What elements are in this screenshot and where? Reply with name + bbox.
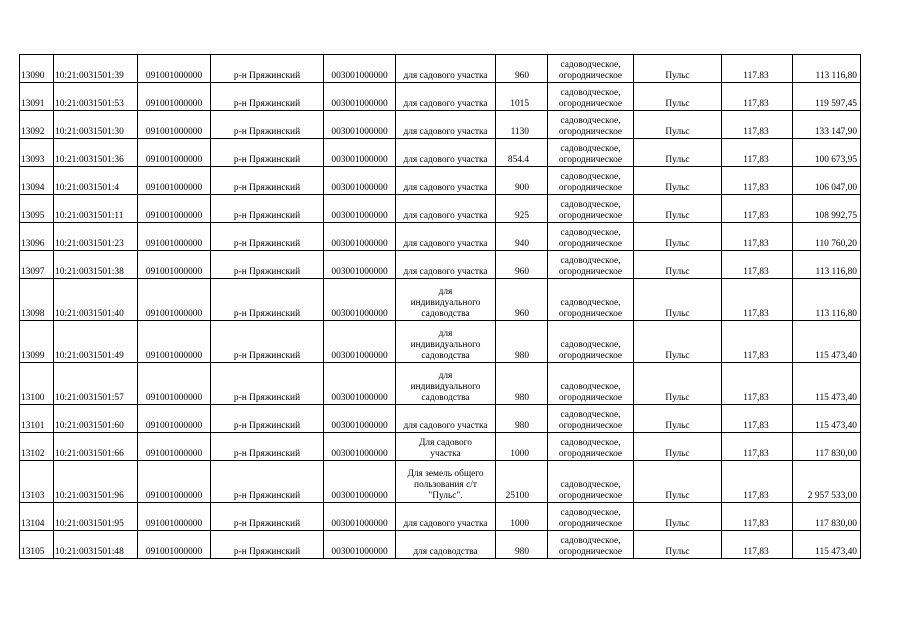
oktmo-code: 003001000000 bbox=[324, 321, 396, 363]
cadastral-value: 115 473,40 bbox=[793, 531, 861, 559]
cadastral-value: 115 473,40 bbox=[793, 405, 861, 433]
specific-value: 117,83 bbox=[722, 461, 793, 503]
oktmo-code: 003001000000 bbox=[324, 139, 396, 167]
okato-code: 091001000000 bbox=[138, 503, 211, 531]
table-row bbox=[20, 55, 861, 83]
table-row bbox=[20, 223, 861, 251]
plot-area: 980 bbox=[496, 531, 548, 559]
specific-value: 117,83 bbox=[722, 251, 793, 279]
oktmo-code: 003001000000 bbox=[324, 111, 396, 139]
row-number: 13092 bbox=[20, 111, 54, 139]
okato-code: 091001000000 bbox=[138, 433, 211, 461]
row-number: 13094 bbox=[20, 167, 54, 195]
land-registry-table bbox=[19, 54, 861, 559]
cadastral-number: 10:21:0031501:36 bbox=[54, 139, 138, 167]
okato-code: 091001000000 bbox=[138, 531, 211, 559]
land-category: садоводческое, огородническое bbox=[548, 195, 634, 223]
land-category: садоводческое, огородническое bbox=[548, 363, 634, 405]
partnership-name: Пульс bbox=[634, 363, 722, 405]
land-category: садоводческое, огородническое bbox=[548, 111, 634, 139]
table-row bbox=[20, 83, 861, 111]
district-name: р-н Пряжинский bbox=[211, 139, 324, 167]
district-name: р-н Пряжинский bbox=[211, 363, 324, 405]
table-row bbox=[20, 363, 861, 405]
okato-code: 091001000000 bbox=[138, 461, 211, 503]
land-category: садоводческое, огородническое bbox=[548, 55, 634, 83]
table-row bbox=[20, 531, 861, 559]
permitted-use: для садового участка bbox=[396, 55, 496, 83]
table-row bbox=[20, 195, 861, 223]
oktmo-code: 003001000000 bbox=[324, 363, 396, 405]
oktmo-code: 003001000000 bbox=[324, 83, 396, 111]
specific-value: 117.83 bbox=[722, 55, 793, 83]
row-number: 13097 bbox=[20, 251, 54, 279]
row-number: 13104 bbox=[20, 503, 54, 531]
row-number: 13090 bbox=[20, 55, 54, 83]
cadastral-value: 117 830,00 bbox=[793, 503, 861, 531]
cadastral-number: 10:21:0031501:48 bbox=[54, 531, 138, 559]
land-category: садоводческое, огородническое bbox=[548, 223, 634, 251]
oktmo-code: 003001000000 bbox=[324, 433, 396, 461]
permitted-use: для индивидуального садоводства bbox=[396, 321, 496, 363]
cadastral-value: 113 116,80 bbox=[793, 279, 861, 321]
partnership-name: Пульс bbox=[634, 223, 722, 251]
row-number: 13103 bbox=[20, 461, 54, 503]
permitted-use: для индивидуального садоводства bbox=[396, 363, 496, 405]
cadastral-number: 10:21:0031501:39 bbox=[54, 55, 138, 83]
permitted-use: для индивидуального садоводства bbox=[396, 279, 496, 321]
cadastral-number: 10:21:0031501:53 bbox=[54, 83, 138, 111]
district-name: р-н Пряжинский bbox=[211, 111, 324, 139]
okato-code: 091001000000 bbox=[138, 279, 211, 321]
cadastral-value: 2 957 533,00 bbox=[793, 461, 861, 503]
cadastral-number: 10:21:0031501:38 bbox=[54, 251, 138, 279]
specific-value: 117,83 bbox=[722, 405, 793, 433]
specific-value: 117,83 bbox=[722, 167, 793, 195]
specific-value: 117,83 bbox=[722, 279, 793, 321]
specific-value: 117,83 bbox=[722, 223, 793, 251]
cadastral-number: 10:21:0031501:95 bbox=[54, 503, 138, 531]
row-number: 13098 bbox=[20, 279, 54, 321]
land-category: садоводческое, огородническое bbox=[548, 279, 634, 321]
plot-area: 980 bbox=[496, 405, 548, 433]
plot-area: 1130 bbox=[496, 111, 548, 139]
land-category: садоводческое, огородническое bbox=[548, 83, 634, 111]
cadastral-value: 113 116,80 bbox=[793, 251, 861, 279]
permitted-use: Для садового участка bbox=[396, 433, 496, 461]
specific-value: 117,83 bbox=[722, 111, 793, 139]
oktmo-code: 003001000000 bbox=[324, 55, 396, 83]
row-number: 13093 bbox=[20, 139, 54, 167]
table-row bbox=[20, 167, 861, 195]
specific-value: 117,83 bbox=[722, 83, 793, 111]
land-category: садоводческое, огородническое bbox=[548, 167, 634, 195]
oktmo-code: 003001000000 bbox=[324, 223, 396, 251]
district-name: р-н Пряжинский bbox=[211, 531, 324, 559]
table-row bbox=[20, 433, 861, 461]
cadastral-value: 133 147,90 bbox=[793, 111, 861, 139]
cadastral-number: 10:21:0031501:11 bbox=[54, 195, 138, 223]
plot-area: 854.4 bbox=[496, 139, 548, 167]
land-category: садоводческое, огородническое bbox=[548, 531, 634, 559]
land-category: садоводческое, огородническое bbox=[548, 503, 634, 531]
land-category: садоводческое, огородническое bbox=[548, 139, 634, 167]
oktmo-code: 003001000000 bbox=[324, 195, 396, 223]
okato-code: 091001000000 bbox=[138, 321, 211, 363]
cadastral-number: 10:21:0031501:30 bbox=[54, 111, 138, 139]
permitted-use: для садового участка bbox=[396, 167, 496, 195]
okato-code: 091001000000 bbox=[138, 195, 211, 223]
table-row bbox=[20, 503, 861, 531]
partnership-name: Пульс bbox=[634, 531, 722, 559]
cadastral-value: 115 473,40 bbox=[793, 363, 861, 405]
cadastral-number: 10:21:0031501:23 bbox=[54, 223, 138, 251]
row-number: 13101 bbox=[20, 405, 54, 433]
okato-code: 091001000000 bbox=[138, 139, 211, 167]
permitted-use: Для земель общего пользования с/т "Пульс". bbox=[396, 461, 496, 503]
plot-area: 1015 bbox=[496, 83, 548, 111]
district-name: р-н Пряжинский bbox=[211, 83, 324, 111]
table-row bbox=[20, 279, 861, 321]
permitted-use: для садового участка bbox=[396, 223, 496, 251]
cadastral-number: 10:21:0031501:4 bbox=[54, 167, 138, 195]
cadastral-value: 117 830,00 bbox=[793, 433, 861, 461]
permitted-use: для садового участка bbox=[396, 405, 496, 433]
specific-value: 117,83 bbox=[722, 433, 793, 461]
table-row bbox=[20, 461, 861, 503]
specific-value: 117,83 bbox=[722, 139, 793, 167]
partnership-name: Пульс bbox=[634, 503, 722, 531]
land-category: садоводческое, огородническое bbox=[548, 321, 634, 363]
cadastral-value: 100 673,95 bbox=[793, 139, 861, 167]
row-number: 13105 bbox=[20, 531, 54, 559]
plot-area: 980 bbox=[496, 363, 548, 405]
row-number: 13099 bbox=[20, 321, 54, 363]
district-name: р-н Пряжинский bbox=[211, 461, 324, 503]
partnership-name: Пульс bbox=[634, 111, 722, 139]
cadastral-value: 108 992,75 bbox=[793, 195, 861, 223]
cadastral-number: 10:21:0031501:57 bbox=[54, 363, 138, 405]
table-row bbox=[20, 405, 861, 433]
cadastral-value: 110 760,20 bbox=[793, 223, 861, 251]
oktmo-code: 003001000000 bbox=[324, 461, 396, 503]
plot-area: 960 bbox=[496, 55, 548, 83]
land-category: садоводческое, огородническое bbox=[548, 405, 634, 433]
plot-area: 900 bbox=[496, 167, 548, 195]
partnership-name: Пульс bbox=[634, 251, 722, 279]
specific-value: 117,83 bbox=[722, 531, 793, 559]
cadastral-number: 10:21:0031501:60 bbox=[54, 405, 138, 433]
district-name: р-н Пряжинский bbox=[211, 503, 324, 531]
table-row bbox=[20, 251, 861, 279]
specific-value: 117,83 bbox=[722, 503, 793, 531]
cadastral-value: 113 116,80 bbox=[793, 55, 861, 83]
land-category: садоводческое, огородническое bbox=[548, 461, 634, 503]
cadastral-number: 10:21:0031501:40 bbox=[54, 279, 138, 321]
partnership-name: Пульс bbox=[634, 195, 722, 223]
land-category: садоводческое, огородническое bbox=[548, 251, 634, 279]
permitted-use: для садового участка bbox=[396, 139, 496, 167]
oktmo-code: 003001000000 bbox=[324, 279, 396, 321]
row-number: 13100 bbox=[20, 363, 54, 405]
partnership-name: Пульс bbox=[634, 433, 722, 461]
specific-value: 117,83 bbox=[722, 321, 793, 363]
row-number: 13102 bbox=[20, 433, 54, 461]
plot-area: 980 bbox=[496, 321, 548, 363]
district-name: р-н Пряжинский bbox=[211, 251, 324, 279]
plot-area: 960 bbox=[496, 251, 548, 279]
okato-code: 091001000000 bbox=[138, 167, 211, 195]
okato-code: 091001000000 bbox=[138, 405, 211, 433]
okato-code: 091001000000 bbox=[138, 363, 211, 405]
partnership-name: Пульс bbox=[634, 83, 722, 111]
partnership-name: Пульс bbox=[634, 279, 722, 321]
district-name: р-н Пряжинский bbox=[211, 433, 324, 461]
district-name: р-н Пряжинский bbox=[211, 279, 324, 321]
permitted-use: для садового участка bbox=[396, 503, 496, 531]
cadastral-number: 10:21:0031501:96 bbox=[54, 461, 138, 503]
oktmo-code: 003001000000 bbox=[324, 251, 396, 279]
plot-area: 1000 bbox=[496, 433, 548, 461]
cadastral-value: 106 047,00 bbox=[793, 167, 861, 195]
partnership-name: Пульс bbox=[634, 167, 722, 195]
district-name: р-н Пряжинский bbox=[211, 55, 324, 83]
okato-code: 091001000000 bbox=[138, 83, 211, 111]
permitted-use: для садового участка bbox=[396, 195, 496, 223]
permitted-use: для садового участка bbox=[396, 251, 496, 279]
table-row bbox=[20, 139, 861, 167]
cadastral-value: 115 473,40 bbox=[793, 321, 861, 363]
district-name: р-н Пряжинский bbox=[211, 321, 324, 363]
row-number: 13091 bbox=[20, 83, 54, 111]
plot-area: 1000 bbox=[496, 503, 548, 531]
oktmo-code: 003001000000 bbox=[324, 503, 396, 531]
permitted-use: для садового участка bbox=[396, 83, 496, 111]
permitted-use: для садового участка bbox=[396, 111, 496, 139]
row-number: 13096 bbox=[20, 223, 54, 251]
plot-area: 940 bbox=[496, 223, 548, 251]
okato-code: 091001000000 bbox=[138, 111, 211, 139]
partnership-name: Пульс bbox=[634, 461, 722, 503]
partnership-name: Пульс bbox=[634, 55, 722, 83]
plot-area: 925 bbox=[496, 195, 548, 223]
oktmo-code: 003001000000 bbox=[324, 405, 396, 433]
partnership-name: Пульс bbox=[634, 321, 722, 363]
row-number: 13095 bbox=[20, 195, 54, 223]
plot-area: 25100 bbox=[496, 461, 548, 503]
district-name: р-н Пряжинский bbox=[211, 167, 324, 195]
permitted-use: для садоводства bbox=[396, 531, 496, 559]
specific-value: 117,83 bbox=[722, 195, 793, 223]
land-category: садоводческое, огородническое bbox=[548, 433, 634, 461]
oktmo-code: 003001000000 bbox=[324, 167, 396, 195]
cadastral-number: 10:21:0031501:49 bbox=[54, 321, 138, 363]
cadastral-value: 119 597,45 bbox=[793, 83, 861, 111]
plot-area: 960 bbox=[496, 279, 548, 321]
partnership-name: Пульс bbox=[634, 405, 722, 433]
okato-code: 091001000000 bbox=[138, 223, 211, 251]
table-row bbox=[20, 321, 861, 363]
district-name: р-н Пряжинский bbox=[211, 405, 324, 433]
district-name: р-н Пряжинский bbox=[211, 223, 324, 251]
oktmo-code: 003001000000 bbox=[324, 531, 396, 559]
cadastral-number: 10:21:0031501:66 bbox=[54, 433, 138, 461]
specific-value: 117,83 bbox=[722, 363, 793, 405]
partnership-name: Пульс bbox=[634, 139, 722, 167]
table-row bbox=[20, 111, 861, 139]
okato-code: 091001000000 bbox=[138, 55, 211, 83]
okato-code: 091001000000 bbox=[138, 251, 211, 279]
district-name: р-н Пряжинский bbox=[211, 195, 324, 223]
